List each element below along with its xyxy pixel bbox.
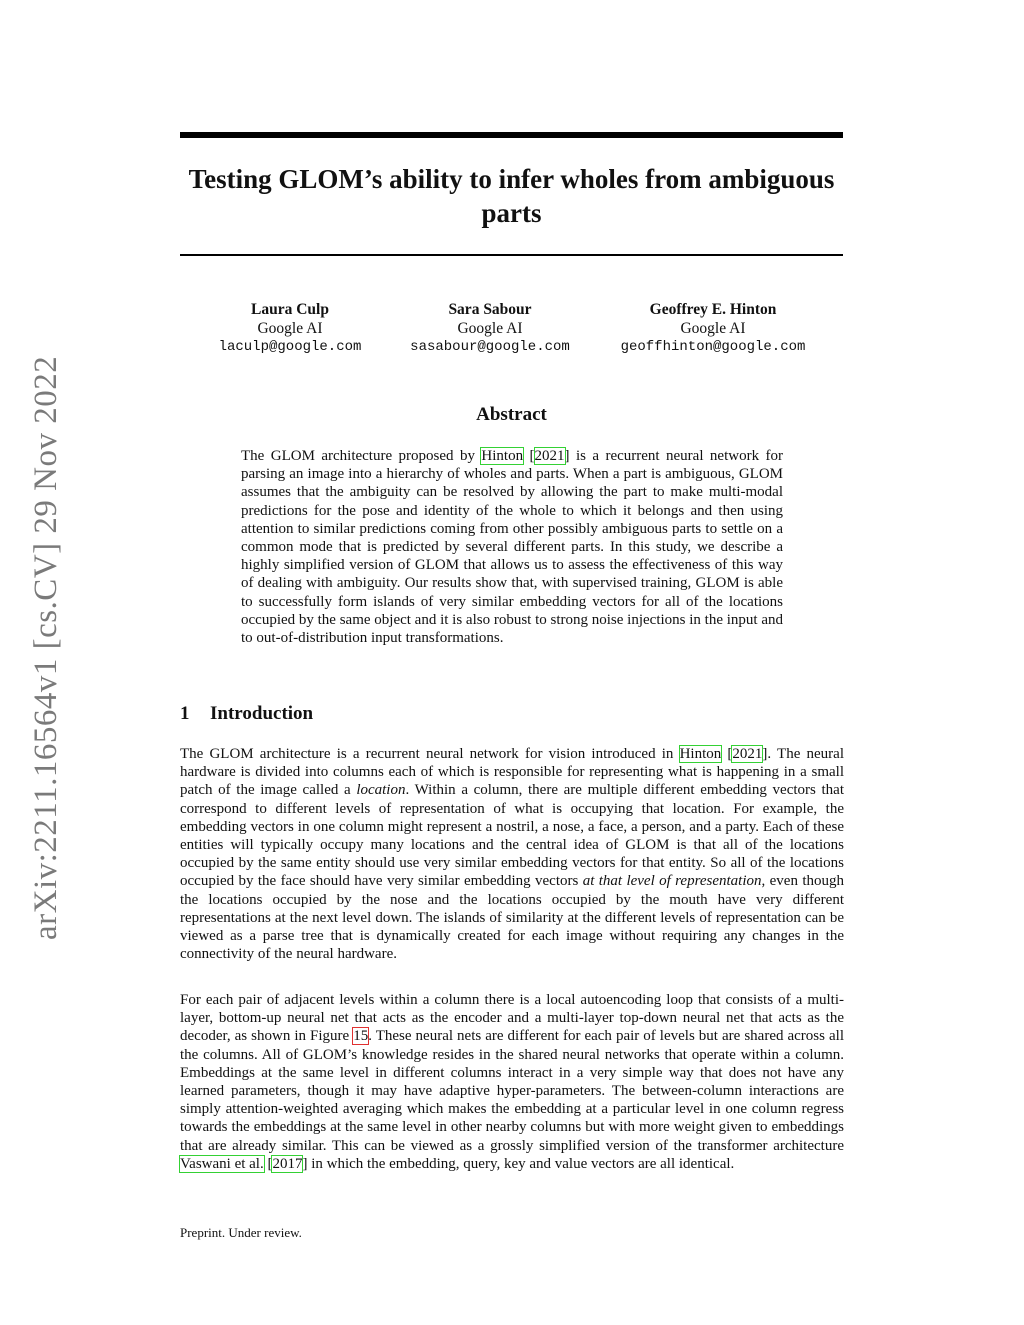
author-block [180, 300, 843, 360]
preprint-footer: Preprint. Under review. [180, 1225, 302, 1240]
abstract-text: The GLOM architecture proposed by [241, 448, 482, 464]
author-affiliation: Google AI [457, 320, 523, 337]
citation-link[interactable]: Hinton [481, 448, 524, 464]
paragraph-text: in which the embedding, query, key and value vectors are all identical. [307, 1155, 735, 1172]
paragraph-text: The GLOM architecture is a recurrent neural network for vision introduced in [180, 746, 680, 762]
title-bottom-rule [180, 254, 843, 256]
author-3 [608, 300, 818, 357]
section-title: Introduction [210, 703, 314, 724]
title-top-rule [180, 132, 843, 138]
author-email[interactable]: geoffhinton@google.com [620, 339, 806, 355]
abstract-text: is a recurrent neural network for parsing an image into a hierarchy of wholes and parts. When a part is ambiguous, GLOM assumes that the ambiguity can be resolved by allowing the part to make multi-modal predictions for the pose and identity of the whole to which it belongs and then using attention to similar predictions coming from other possibly ambiguous parts to settle on a common mode that is predicted by several different parts. In this study, we describe a highly simplified version of GLOM that allows us to assess the effectiveness of this way of dealing with ambiguity. Our results show that, with supervised training, GLOM is able to successfully form islands of very similar embedding vectors for all of the locations occupied by the same object and it is also robust to strong noise injections in the input and to out-of-distribution input transformations. [241, 448, 783, 647]
author-name: Sara Sabour [448, 301, 532, 318]
author-name: Laura Culp [251, 301, 329, 318]
paragraph-text: , even though the locations occupied by the nose and the locations occupied by the mouth have very different representations at the next level down. The islands of similarity at the different levels of representation can be viewed as a parse tree that is dynamically created for each image without requiring any changes in the connectivity of the neural hardware. [180, 873, 844, 963]
italic-term: location [356, 782, 406, 799]
section-number: 1 [180, 703, 190, 724]
paragraph-text: . These neural nets are different for each pair of levels but are shared across all the columns. All of GLOM’s knowledge resides in the shared neural networks that operate within a column. Embeddings at the same level in different columns interact in a very simple way that does not have any learned parameters, though it may have adaptive hyper-parameters. The between-column interactions are simply attention-weighted averaging which makes the embedding at a particular level in one column regress towards the embeddings at the same level in other nearby columns but with more weight given to embeddings that are already similar. This can be viewed as a grossly simplified version of the transformer architecture [180, 1028, 844, 1154]
paragraph-text: . The neural hardware is divided into columns each of which is responsible for representing what is happening in a small patch of the image called a [180, 746, 844, 799]
citation-year-link[interactable]: 2021 [732, 746, 763, 762]
author-name: Geoffrey E. Hinton [649, 301, 777, 318]
italic-phrase: at that level of representation [582, 873, 762, 890]
abstract-body: The GLOM architecture proposed by Hinton [2021] is a recurrent neural network for parsing an image into a hierarchy of wholes and parts. When a part is ambiguous, GLOM assumes that the ambiguity can be resolved by allowing the part to make multi-modal predictions for the pose and identity of the whole to which it belongs and then using attention to similar predictions coming from other possibly ambiguous parts to settle on a common mode that is predicted by several different parts. In this study, we describe a highly simplified version of GLOM that allows us to assess the effectiveness of this way of dealing with ambiguity. Our results show that, with supervised training, GLOM is able to successfully form islands of very similar embedding vectors for all of the locations occupied by the same object and it is also robust to strong noise injections in the input and to out-of-distribution input transformations. [241, 448, 783, 647]
author-1 [200, 300, 380, 357]
figure-ref-link[interactable]: 15 [353, 1028, 369, 1045]
author-affiliation: Google AI [680, 320, 746, 337]
citation-link[interactable]: Hinton [679, 746, 722, 762]
citation-year-link[interactable]: 2017 [272, 1155, 303, 1172]
paragraph-text: . Within a column, there are multiple different embedding vectors that correspond to different levels of representation of what is occupying that location. For example, the embedding vectors in one column might represent a nostril, a nose, a face, a person, and a party. Each of these entities will typically occupy many locations and the central idea of GLOM is that all of the locations occupied by the same entity should use very similar embedding vectors for that entity. So all of the locations occupied by the face should have very similar embedding vectors [180, 782, 845, 890]
author-2 [395, 300, 585, 357]
intro-paragraph-2: For each pair of adjacent levels within a column there is a local autoencoding loop that consists of a multi-layer, bottom-up neural net that acts as the encoder and a multi-layer top-down neural net that acts as the decoder, as shown in Figure 15. These neural nets are different for each pair of levels but are shared across all the columns. All of GLOM’s knowledge resides in the shared neural networks that operate within a column. Embeddings at the same level in different columns interact in a very simple way that does not have any learned parameters, though it may have adaptive hyper-parameters. The between-column interactions are simply attention-weighted averaging which makes the embedding at a particular level in one column regress towards the embeddings at the same level in other nearby columns but with more weight given to embeddings that are already similar. This can be viewed as a grossly simplified version of the transformer architecture Vaswani et al. [2017] in which the embedding, query, key and value vectors are all identical. [180, 992, 844, 1172]
section-heading [180, 703, 313, 725]
author-affiliation: Google AI [257, 320, 323, 337]
paper-title: Testing GLOM’s ability to infer wholes from ambiguous parts [188, 164, 835, 228]
author-email[interactable]: sasabour@google.com [410, 339, 570, 355]
abstract-heading: Abstract [476, 404, 547, 425]
arxiv-identifier: arXiv:2211.16564v1 [cs.CV] 29 Nov 2022 [28, 355, 64, 940]
intro-paragraph-1: The GLOM architecture is a recurrent neural network for vision introduced in Hinton [2021]. The neural hardware is divided into columns each of which is responsible for representing what is happening in a small patch of the image called a location. Within a column, there are multiple different embedding vectors that correspond to different levels of representation of what is occupying that location. For example, the embedding vectors in one column might represent a nostril, a nose, a face, a person, and a party. Each of these entities will typically occupy many locations and the central idea of GLOM is that all of the locations occupied by the same entity should use very similar embedding vectors for that entity. So all of the locations occupied by the face should have very similar embedding vectors at that level of representation, even though the locations occupied by the nose and the locations occupied by the mouth have very different representations at the next level down. The islands of similarity at the different levels of representation can be viewed as a parse tree that is dynamically created for each image without requiring any changes in the connectivity of the neural hardware. [180, 746, 845, 963]
author-email[interactable]: laculp@google.com [218, 339, 362, 355]
paragraph-text: For each pair of adjacent levels within a column there is a local autoencoding loop that consists of a multi-layer, bottom-up neural net that acts as the encoder and a multi-layer top-down neural net that acts as the decoder, as shown in Figure [180, 992, 844, 1045]
citation-year-link[interactable]: 2021 [534, 448, 565, 464]
citation-link[interactable]: Vaswani et al. [180, 1155, 264, 1172]
